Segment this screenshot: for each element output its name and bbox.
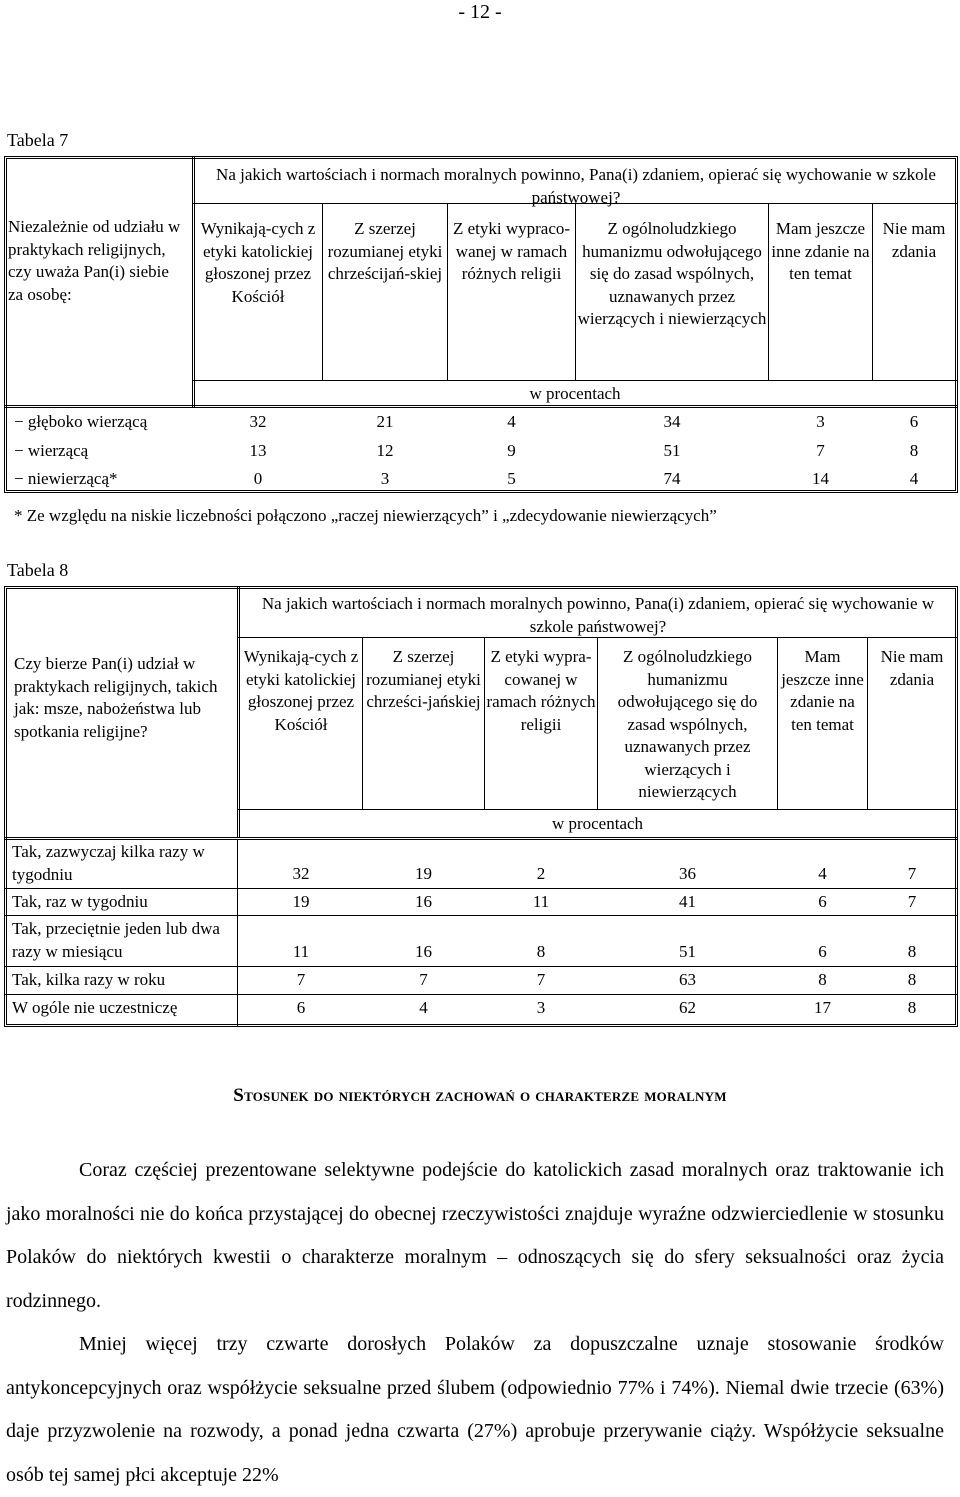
table8-cell: 19 [415, 864, 432, 883]
table8-cell: 6 [296, 998, 306, 1017]
table8-col-header: Mam jeszcze inne zdanie na ten temat [781, 647, 864, 734]
table7-cell: 34 [663, 412, 681, 431]
table8-cell: 36 [679, 864, 696, 883]
table7-caption: Tabela 7 [7, 130, 69, 150]
table8-unit: w procentach [551, 814, 644, 833]
table7-col-header: Z ogólnoludzkiego humanizmu odwołującego się do zasad wspólnych, uznawanych przez wierzących i niewierzących [577, 219, 767, 328]
table7-cell: 51 [663, 441, 681, 460]
table8-row-label: Tak, zazwyczaj kilka razy w tygodniu [12, 842, 205, 884]
table7-cell: 74 [663, 469, 681, 488]
table8-cell: 6 [818, 892, 827, 911]
table7-col-header: Wynikają-cych z etyki katolickiej głoszonej przez Kościół [200, 219, 316, 306]
paragraph: Coraz częściej prezentowane selektywne podejście do katolickich zasad moralnych oraz traktowanie ich jako moralności nie do końca przystającej do obecnej rzeczywistości znajduje wyraźne odzwierciedlenie w stosunku Polaków do niektórych kwestii o charakterze moralnym – odnoszących się do sfery seksualności oraz życia rodzinnego. [6, 1159, 944, 1312]
table7-cell: 14 [812, 469, 829, 488]
table8-cell: 4 [818, 864, 827, 883]
table8-cell: 63 [679, 970, 696, 989]
table8-question: Na jakich wartościach i normach moralnych powinno, Pana(i) zdaniem, opierać się wychowanie w szkole państwowej? [261, 594, 935, 636]
table7-cell: 0 [253, 469, 263, 488]
table7-col-header: Z szerzej rozumianej etyki chrześcijań-skiej [327, 219, 443, 283]
table7-cell: 21 [376, 412, 394, 431]
table8-cell: 11 [532, 892, 550, 911]
section-heading: Stosunek do niektórych zachowań o charakterze moralnym [233, 1085, 727, 1106]
table8-cell: 51 [679, 942, 696, 961]
page-number: - 12 - [458, 1, 502, 23]
table8-cell: 8 [907, 970, 917, 989]
table8-row-label: Tak, kilka razy w roku [12, 970, 166, 989]
table8-cell: 19 [292, 892, 310, 911]
table7-cell: 12 [376, 441, 394, 460]
table7-cell: 5 [507, 469, 516, 488]
table8-col-header: Nie mam zdania [880, 647, 944, 689]
table8-col-header: Z ogólnoludzkiego humanizmu odwołującego się do zasad wspólnych, uznawanych przez wierzących i niewierzących [617, 647, 758, 801]
table8-row-header: Czy bierze Pan(i) udział w praktykach religijnych, takich jak: msze, nabożeństwa lub spotkania religijne? [14, 654, 218, 741]
table7-cell: 3 [816, 412, 825, 431]
table7-cell: 3 [380, 469, 390, 488]
table8-caption: Tabela 8 [7, 560, 69, 580]
table8-cell: 7 [536, 970, 546, 989]
table7-col-header: Nie mam zdania [882, 219, 946, 261]
table8-cell: 2 [536, 864, 546, 883]
table7-cell: 4 [909, 469, 919, 488]
table8-col-header: Z szerzej rozumianej etyki chrześci-jańskiej [366, 647, 481, 711]
table7-col-header: Mam jeszcze inne zdanie na ten temat [771, 219, 870, 283]
table8-cell: 8 [907, 998, 917, 1017]
table8-cell: 7 [907, 892, 917, 911]
table8-cell: 11 [292, 942, 310, 961]
table8-col-header: Z etyki wypra-cowanej w ramach różnych religii [486, 647, 596, 734]
table7-footnote: * Ze względu na niskie liczebności połączono „raczej niewierzących” i „zdecydowanie niewierzących” [14, 506, 717, 525]
table7-row-header: Niezależnie od udziału w praktykach religijnych, czy uważa Pan(i) siebie za osobę: [8, 217, 181, 304]
table7-cell: 8 [909, 441, 919, 460]
table8-cell: 7 [419, 970, 428, 989]
table8-cell: 3 [536, 998, 546, 1017]
table7-cell: 7 [816, 441, 825, 460]
table7-cell: 9 [507, 441, 516, 460]
table7-cell: 4 [507, 412, 516, 431]
table7-cell: 6 [909, 412, 919, 431]
table8-cell: 8 [536, 942, 546, 961]
table7-unit: w procentach [529, 384, 621, 403]
table7-question: Na jakich wartościach i normach moralnych powinno, Pana(i) zdaniem, opierać się wychowanie w szkole państwowej? [216, 165, 936, 207]
table8-col-header: Wynikają-cych z etyki katolickiej głoszonej przez Kościół [243, 647, 359, 734]
table7-cell: 32 [249, 412, 267, 431]
table8-row-label: Tak, raz w tygodniu [12, 892, 148, 911]
table8-cell: 16 [415, 942, 432, 961]
table7-row-label: − głęboko wierzącą [14, 412, 148, 431]
table7-row-label: − niewierzącą* [14, 469, 118, 488]
table8-cell: 41 [679, 892, 696, 911]
paragraph: Mniej więcej trzy czwarte dorosłych Polaków za dopuszczalne uznaje stosowanie środków antykoncepcyjnych oraz współżycie seksualne przed ślubem (odpowiednio 77% i 74%). Niemal dwie trzecie (63%) daje przyzwolenie na rozwody, a ponad jedna czwarta (27%) aprobuje przerywanie ciąży. Współżycie seksualne osób tej samej płci akceptuje 22% [6, 1333, 944, 1486]
table8-cell: 16 [415, 892, 432, 911]
body-text [6, 1149, 944, 1497]
table8-cell: 62 [679, 998, 696, 1017]
table7-cell: 13 [249, 441, 267, 460]
table8-cell: 4 [419, 998, 428, 1017]
table8-cell: 7 [296, 970, 306, 989]
table7-row-label: − wierzącą [14, 441, 89, 460]
table8-row-label: Tak, przeciętnie jeden lub dwa razy w miesiącu [12, 919, 220, 961]
table8-row-label: W ogóle nie uczestniczę [12, 998, 178, 1017]
table8-cell: 6 [818, 942, 827, 961]
table8-cell: 8 [818, 970, 827, 989]
table8-cell: 32 [292, 864, 310, 883]
table8-cell: 8 [907, 942, 917, 961]
table8-cell: 7 [907, 864, 917, 883]
table8-cell: 17 [814, 998, 831, 1017]
table7-col-header: Z etyki wypraco-wanej w ramach różnych religii [452, 219, 571, 283]
